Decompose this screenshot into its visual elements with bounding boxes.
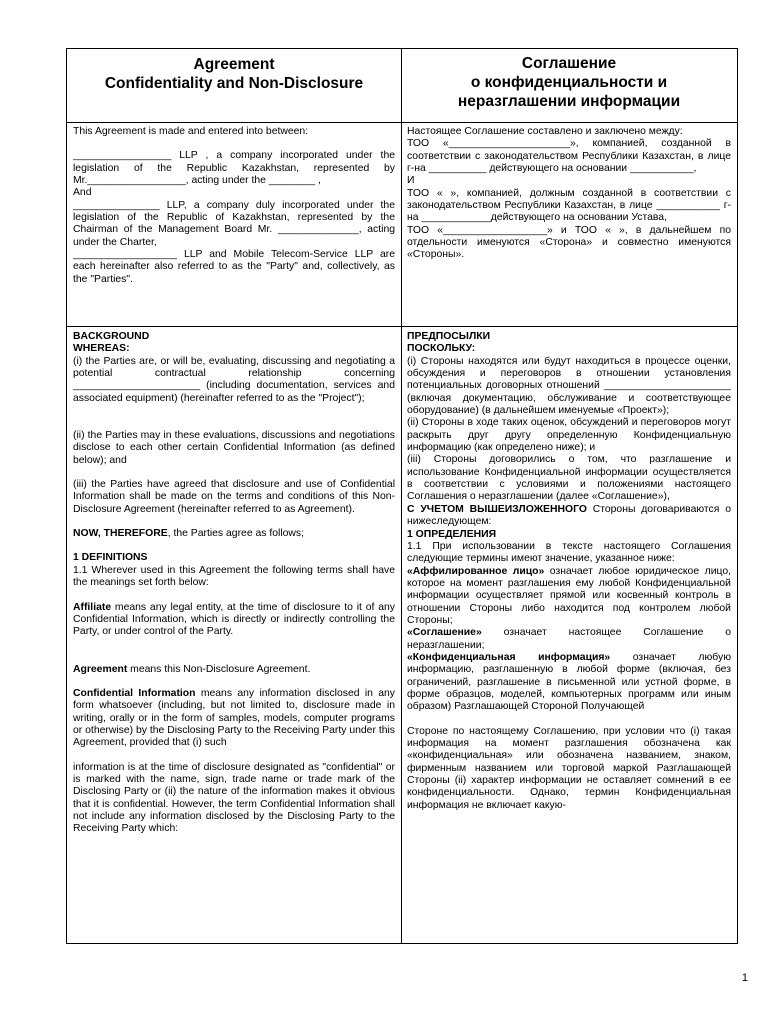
parties-ru-and: И — [407, 175, 415, 187]
now-therefore-en-rest: , the Parties agree as follows; — [167, 528, 304, 540]
affiliate-definition-en — [73, 602, 395, 639]
recital-ru-1: (i) Стороны находятся или будут находиться в процессе оценки, обсуждения и переговоров в отношении установления потенциальных договорных отношений ______________________ (включая документацию, обслуживание и соответствующее оборудование) (в дальнейшем именуемые «Проект»); — [407, 355, 731, 417]
now-therefore-en-bold: NOW, THEREFORE — [73, 528, 168, 540]
title-en-line1: Agreement — [193, 56, 275, 73]
recital-ru-3: (iii) Стороны договорились о том, что разглашение и использование Конфиденциальной информации осуществляется в соответствии с условиями и положениями настоящего Соглашения о неразглашении (далее «Соглашение»), — [407, 454, 731, 503]
background-ru — [407, 331, 731, 941]
parties-en-and: And — [73, 187, 92, 199]
background-ru-title: ПРЕДПОСЫЛКИ — [407, 331, 491, 342]
now-therefore-ru-bold: С УЧЕТОМ ВЫШЕИЗЛОЖЕННОГО — [407, 503, 587, 515]
parties-ru — [407, 126, 731, 322]
ci-term-en: Confidential Information — [73, 687, 196, 699]
definitions-ru-title: 1 ОПРЕДЕЛЕНИЯ — [407, 528, 497, 540]
definitions-en-title: 1 DEFINITIONS — [73, 552, 148, 564]
recital-en-1: (i) the Parties are, or will be, evaluating, discussing and negotiating a potential contractual relationship concerning ______________________ (including documentation, services and associated equipment) (hereinafter referred to as the "Project"); — [73, 355, 395, 404]
title-ru-line1: Соглашение — [521, 55, 617, 72]
affiliate-text-ru: означает любое юридическое лицо, которое на момент разглашения ему любой Конфиденциальной информации осуществляет прямой или косвенный контроль в отношении Стороны либо находится под контролем любой Стороны; — [407, 565, 731, 626]
definitions-ru-intro: 1.1 При использовании в тексте настоящего Соглашения следующие термины имеют значение, указанное ниже: — [407, 540, 731, 565]
now-therefore-en — [73, 528, 395, 540]
agreement-definition-en — [73, 664, 395, 676]
affiliate-term-ru: «Аффилированное лицо» — [407, 565, 545, 577]
whereas-en-title: WHEREAS: — [73, 343, 130, 355]
title-ru-line3: неразглашении информации — [457, 93, 681, 110]
definitions-en-intro: 1.1 Wherever used in this Agreement the following terms shall have the meanings set forth below: — [73, 564, 395, 589]
recital-en-3: (iii) the Parties have agreed that disclosure and use of Confidential Information shall be made on the terms and conditions of this Non-Disclosure Agreement (hereinafter referred to as Agreement). — [73, 479, 395, 515]
whereas-ru-title: ПОСКОЛЬКУ: — [407, 343, 476, 355]
background-en-title: BACKGROUND — [73, 331, 150, 342]
agreement-term-en: Agreement — [73, 663, 128, 675]
row-divider-2 — [67, 326, 737, 327]
parties-ru-party2: ТОО « », компанией, должным созданной в соответствии с законодательством Республики Казахстан, в лице ___________ г-на ____________действующего на основании Устава, — [407, 187, 731, 224]
ci-text-ru: означает любую информацию, разглашенную в любой форме (включая, без ограничений, разглашение в письменной или устной форме, в форме образцов, моделей, компьютерных программ или иным образом) Разглашающей Стороной Получающей — [407, 651, 731, 713]
recital-ru-2: (ii) Стороны в ходе таких оценок, обсуждений и переговоров могут раскрыть друг другу определенную Конфиденциальную информацию (как определено ниже); и — [407, 417, 731, 454]
parties-ru-intro: Настоящее Соглашение составлено и заключено между: — [407, 126, 683, 137]
page-number: 1 — [741, 972, 748, 984]
now-therefore-ru-rest: Стороны договариваются о нижеследующем: — [407, 503, 731, 528]
ci-text-en: means any information disclosed in any form whatsoever (including, but not limited to, disclosure made in writing, orally or in the form of samples, models, computer programs or otherwise) by the Disclosing Party to the Receiving Party under this Agreement, provided that (i) such — [73, 687, 395, 749]
background-en — [73, 331, 395, 941]
agreement-text-en: means this Non-Disclosure Agreement. — [127, 663, 311, 675]
parties-en-party2: _______________ LLP, a company duly incorporated under the legislation of the Republic of Kazakhstan, represented by the Chairman of the Management Board Mr. ______________, acting under the Charter, — [73, 199, 395, 248]
agreement-text-ru: означает настоящее Соглашение о неразглашении; — [407, 627, 731, 651]
agreement-definition-ru — [407, 627, 731, 652]
ci-continuation-ru: Стороне по настоящему Соглашению, при условии что (i) такая информация на момент разглашения обозначена как «конфиденциальная» или обозначена названием, знаком, фирменным названием или торговой маркой Разглашающей Стороны (ii) характер информации не оставляет сомнений в ее конфиденциальности. Однако, термин Конфиденциальная информация не включает какую- — [407, 725, 731, 811]
now-therefore-ru — [407, 504, 731, 529]
affiliate-term-en: Affiliate — [73, 601, 112, 613]
title-en — [73, 55, 395, 93]
parties-en-party1: _________________ LLP , a company incorporated under the legislation of the Republic Kazakhstan, represented by Mr._________________, acting under the ________ , — [73, 150, 395, 187]
parties-en — [73, 126, 395, 322]
row-divider-1 — [67, 122, 737, 123]
parties-en-collective: __________________ LLP and Mobile Telecom-Service LLP are each hereinafter also referred to as the "Party" and, collectively, as the "Parties". — [73, 249, 395, 285]
parties-ru-collective: ТОО «__________________» и ТОО « », в дальнейшем по отдельности именуются «Сторона» и совместно именуются «Стороны». — [407, 224, 731, 261]
ci-definition-ru — [407, 652, 731, 714]
agreement-term-ru: «Соглашение» — [407, 627, 482, 639]
affiliate-text-en: means any legal entity, at the time of disclosure to it of any Confidential Information, which is directly or indirectly controlling the Party, or under control of the Party. — [73, 601, 395, 638]
title-ru — [407, 54, 731, 111]
ci-definition-en — [73, 688, 395, 750]
title-en-line2: Confidentiality and Non-Disclosure — [104, 75, 364, 92]
recital-en-2: (ii) the Parties may in these evaluations, discussions and negotiations disclose to each other certain Confidential Information (as defined below); and — [73, 430, 395, 466]
column-divider — [401, 49, 402, 943]
parties-ru-party1: ТОО «_____________________», компанией, созданной в соответствии с законодательством Республики Казахстан, в лице г-на __________ действующего на основании ___________, — [407, 138, 731, 175]
ci-continuation-en: information is at the time of disclosure designated as "confidential" or is marked with the name, sign, trade name or trade mark of the Disclosing Party or (ii) the nature of the information makes it obvious that it is confidential. However, the term Confidential Information shall not include any information disclosed by the Disclosing Party to the Receiving Party which: — [73, 761, 395, 835]
affiliate-definition-ru — [407, 566, 731, 628]
agreement-table — [66, 48, 738, 944]
parties-en-intro: This Agreement is made and entered into between: — [73, 126, 309, 137]
ci-term-ru: «Конфиденциальная информация» — [407, 651, 611, 663]
title-ru-line2: о конфиденциальности и — [470, 74, 668, 91]
